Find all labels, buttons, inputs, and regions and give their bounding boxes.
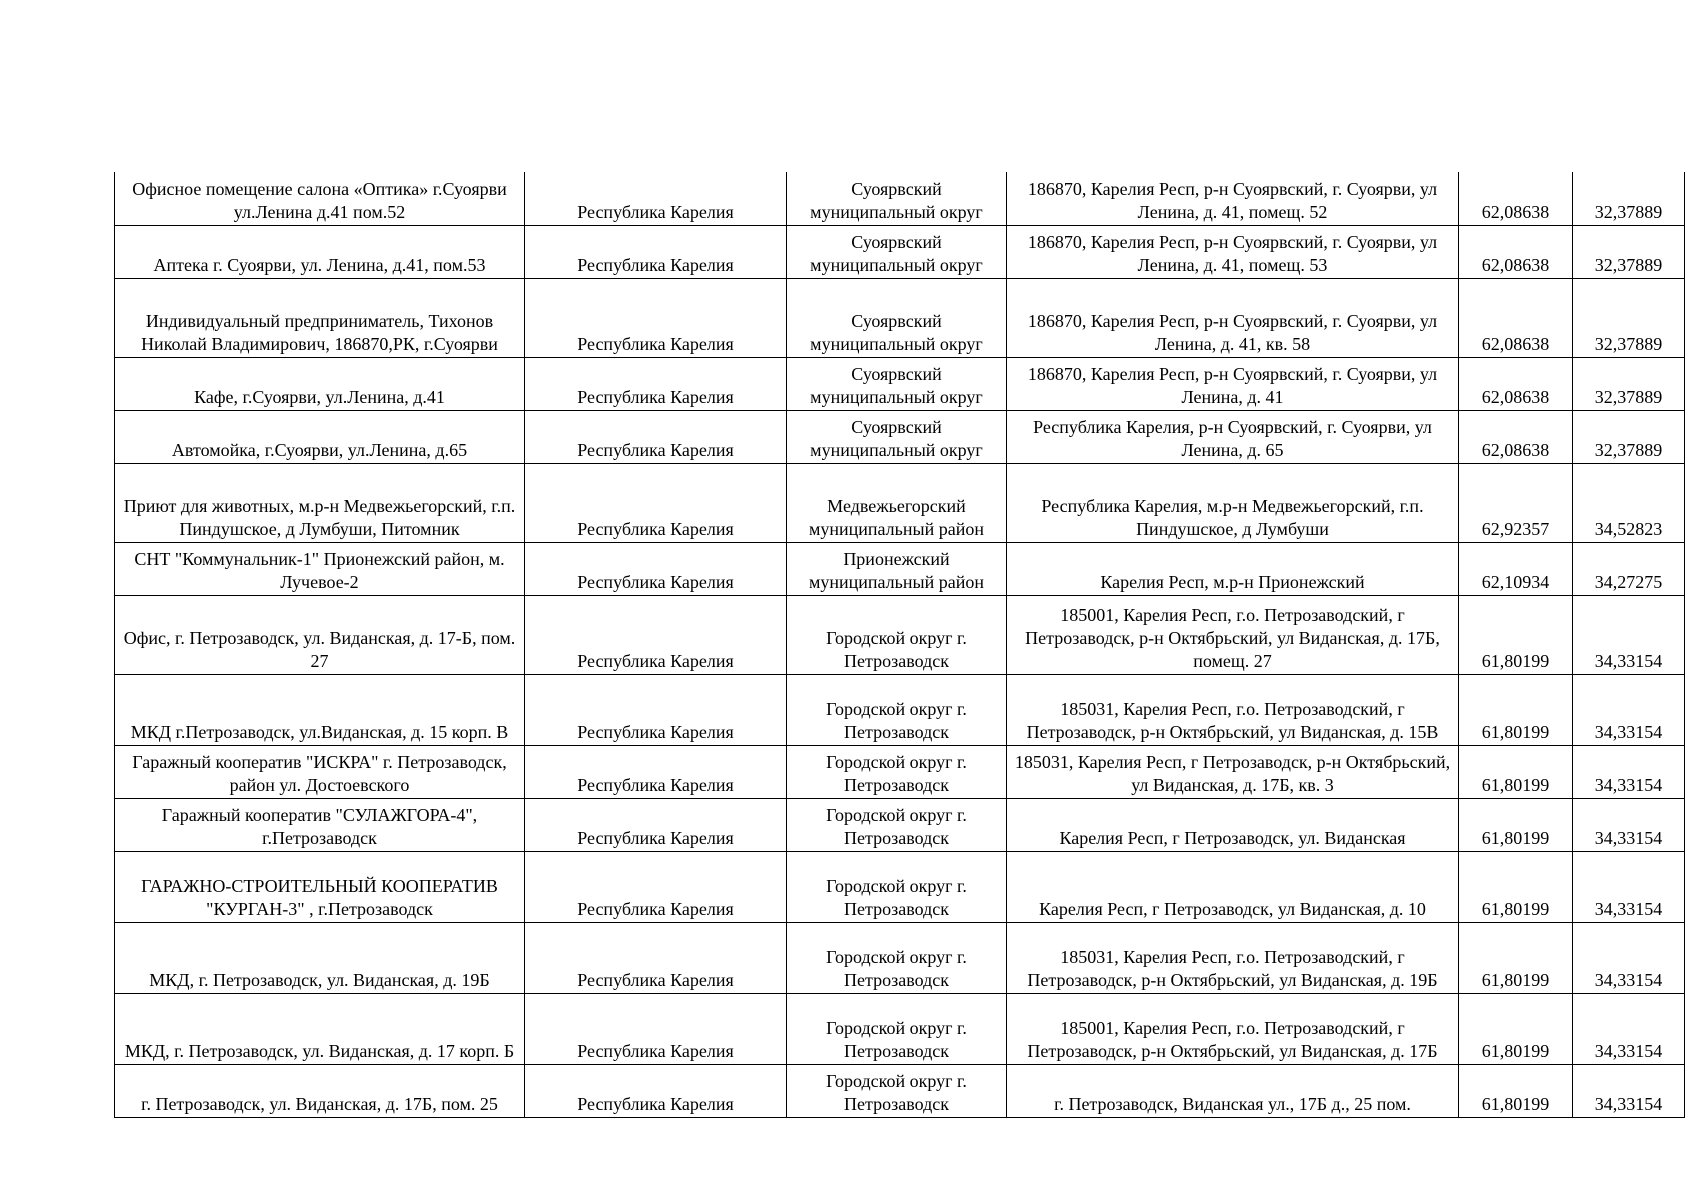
latitude-cell: 62,08638	[1459, 278, 1573, 357]
region-cell: Республика Карелия	[525, 922, 787, 993]
region-cell: Республика Карелия	[525, 851, 787, 922]
object-name-cell: Офисное помещение салона «Оптика» г.Суоярви ул.Ленина д.41 пом.52	[115, 172, 525, 225]
district-cell: Городской округ г. Петрозаводск	[787, 1064, 1007, 1117]
table-row	[115, 674, 1685, 745]
longitude-cell: 32,37889	[1573, 357, 1685, 410]
latitude-cell: 61,80199	[1459, 1064, 1573, 1117]
table-row	[115, 798, 1685, 851]
longitude-cell: 34,33154	[1573, 851, 1685, 922]
district-cell: Суоярвский муниципальный округ	[787, 225, 1007, 278]
longitude-cell: 34,33154	[1573, 1064, 1685, 1117]
district-cell: Городской округ г. Петрозаводск	[787, 922, 1007, 993]
longitude-cell: 34,52823	[1573, 463, 1685, 542]
region-cell: Республика Карелия	[525, 463, 787, 542]
table-row	[115, 1064, 1685, 1117]
object-name-cell: Приют для животных, м.р-н Медвежьегорский, г.п. Пиндушское, д Лумбуши, Питомник	[115, 463, 525, 542]
address-cell: 186870, Карелия Респ, р-н Суоярвский, г. Суоярви, ул Ленина, д. 41, кв. 58	[1007, 278, 1459, 357]
region-cell: Республика Карелия	[525, 225, 787, 278]
table-row	[115, 357, 1685, 410]
table-row	[115, 410, 1685, 463]
district-cell: Суоярвский муниципальный округ	[787, 410, 1007, 463]
latitude-cell: 61,80199	[1459, 922, 1573, 993]
longitude-cell: 32,37889	[1573, 410, 1685, 463]
table-row	[115, 278, 1685, 357]
latitude-cell: 62,08638	[1459, 225, 1573, 278]
object-name-cell: Автомойка, г.Суоярви, ул.Ленина, д.65	[115, 410, 525, 463]
district-cell: Прионежский муниципальный район	[787, 542, 1007, 595]
address-cell: Республика Карелия, р-н Суоярвский, г. Суоярви, ул Ленина, д. 65	[1007, 410, 1459, 463]
region-cell: Республика Карелия	[525, 172, 787, 225]
region-cell: Республика Карелия	[525, 993, 787, 1064]
address-cell: Карелия Респ, м.р-н Прионежский	[1007, 542, 1459, 595]
address-cell: 185001, Карелия Респ, г.о. Петрозаводский, г Петрозаводск, р-н Октябрьский, ул Виданская, д. 17Б, помещ. 27	[1007, 595, 1459, 674]
address-cell: 186870, Карелия Респ, р-н Суоярвский, г. Суоярви, ул Ленина, д. 41	[1007, 357, 1459, 410]
object-name-cell: МКД г.Петрозаводск, ул.Виданская, д. 15 корп. В	[115, 674, 525, 745]
address-cell: 185031, Карелия Респ, г Петрозаводск, р-н Октябрьский, ул Виданская, д. 17Б, кв. 3	[1007, 745, 1459, 798]
table-row	[115, 993, 1685, 1064]
region-cell: Республика Карелия	[525, 542, 787, 595]
object-name-cell: Офис, г. Петрозаводск, ул. Виданская, д. 17-Б, пом. 27	[115, 595, 525, 674]
table-row	[115, 463, 1685, 542]
latitude-cell: 62,08638	[1459, 410, 1573, 463]
longitude-cell: 32,37889	[1573, 278, 1685, 357]
object-name-cell: Индивидуальный предприниматель, Тихонов Николай Владимирович, 186870,РК, г.Суоярви	[115, 278, 525, 357]
longitude-cell: 34,33154	[1573, 993, 1685, 1064]
address-cell: 185031, Карелия Респ, г.о. Петрозаводский, г Петрозаводск, р-н Октябрьский, ул Виданская, д. 19Б	[1007, 922, 1459, 993]
latitude-cell: 61,80199	[1459, 851, 1573, 922]
longitude-cell: 34,33154	[1573, 798, 1685, 851]
table-row	[115, 851, 1685, 922]
table-row	[115, 745, 1685, 798]
address-cell: Карелия Респ, г Петрозаводск, ул. Виданская	[1007, 798, 1459, 851]
object-name-cell: СНТ "Коммунальник-1" Прионежский район, м. Лучевое-2	[115, 542, 525, 595]
district-cell: Городской округ г. Петрозаводск	[787, 745, 1007, 798]
region-cell: Республика Карелия	[525, 745, 787, 798]
latitude-cell: 62,92357	[1459, 463, 1573, 542]
object-name-cell: ГАРАЖНО-СТРОИТЕЛЬНЫЙ КООПЕРАТИВ "КУРГАН-3" , г.Петрозаводск	[115, 851, 525, 922]
address-cell: г. Петрозаводск, Виданская ул., 17Б д., 25 пом.	[1007, 1064, 1459, 1117]
object-name-cell: Гаражный кооператив "СУЛАЖГОРА-4", г.Петрозаводск	[115, 798, 525, 851]
address-cell: Карелия Респ, г Петрозаводск, ул Виданская, д. 10	[1007, 851, 1459, 922]
district-cell: Городской округ г. Петрозаводск	[787, 851, 1007, 922]
object-name-cell: г. Петрозаводск, ул. Виданская, д. 17Б, пом. 25	[115, 1064, 525, 1117]
address-cell: 185031, Карелия Респ, г.о. Петрозаводский, г Петрозаводск, р-н Октябрьский, ул Виданская, д. 15В	[1007, 674, 1459, 745]
longitude-cell: 34,33154	[1573, 745, 1685, 798]
latitude-cell: 61,80199	[1459, 595, 1573, 674]
table-row	[115, 922, 1685, 993]
region-cell: Республика Карелия	[525, 595, 787, 674]
latitude-cell: 62,08638	[1459, 172, 1573, 225]
longitude-cell: 34,33154	[1573, 922, 1685, 993]
longitude-cell: 34,33154	[1573, 674, 1685, 745]
region-cell: Республика Карелия	[525, 798, 787, 851]
latitude-cell: 61,80199	[1459, 993, 1573, 1064]
longitude-cell: 32,37889	[1573, 172, 1685, 225]
district-cell: Суоярвский муниципальный округ	[787, 357, 1007, 410]
region-cell: Республика Карелия	[525, 674, 787, 745]
latitude-cell: 61,80199	[1459, 745, 1573, 798]
region-cell: Республика Карелия	[525, 278, 787, 357]
region-cell: Республика Карелия	[525, 1064, 787, 1117]
table-row	[115, 595, 1685, 674]
longitude-cell: 32,37889	[1573, 225, 1685, 278]
table-row	[115, 172, 1685, 225]
object-name-cell: Гаражный кооператив "ИСКРА" г. Петрозаводск, район ул. Достоевского	[115, 745, 525, 798]
address-cell: 186870, Карелия Респ, р-н Суоярвский, г. Суоярви, ул Ленина, д. 41, помещ. 53	[1007, 225, 1459, 278]
address-cell: Республика Карелия, м.р-н Медвежьегорский, г.п. Пиндушское, д Лумбуши	[1007, 463, 1459, 542]
address-cell: 186870, Карелия Респ, р-н Суоярвский, г. Суоярви, ул Ленина, д. 41, помещ. 52	[1007, 172, 1459, 225]
district-cell: Городской округ г. Петрозаводск	[787, 674, 1007, 745]
longitude-cell: 34,33154	[1573, 595, 1685, 674]
latitude-cell: 61,80199	[1459, 674, 1573, 745]
district-cell: Городской округ г. Петрозаводск	[787, 993, 1007, 1064]
table-row	[115, 225, 1685, 278]
district-cell: Городской округ г. Петрозаводск	[787, 595, 1007, 674]
object-name-cell: Кафе, г.Суоярви, ул.Ленина, д.41	[115, 357, 525, 410]
object-name-cell: Аптека г. Суоярви, ул. Ленина, д.41, пом.53	[115, 225, 525, 278]
object-name-cell: МКД, г. Петрозаводск, ул. Виданская, д. 17 корп. Б	[115, 993, 525, 1064]
objects-table	[114, 172, 1685, 1118]
latitude-cell: 62,10934	[1459, 542, 1573, 595]
district-cell: Медвежьегорский муниципальный район	[787, 463, 1007, 542]
district-cell: Городской округ г. Петрозаводск	[787, 798, 1007, 851]
region-cell: Республика Карелия	[525, 357, 787, 410]
region-cell: Республика Карелия	[525, 410, 787, 463]
latitude-cell: 62,08638	[1459, 357, 1573, 410]
table-body	[115, 172, 1685, 1117]
longitude-cell: 34,27275	[1573, 542, 1685, 595]
district-cell: Суоярвский муниципальный округ	[787, 278, 1007, 357]
object-name-cell: МКД, г. Петрозаводск, ул. Виданская, д. 19Б	[115, 922, 525, 993]
district-cell: Суоярвский муниципальный округ	[787, 172, 1007, 225]
address-cell: 185001, Карелия Респ, г.о. Петрозаводский, г Петрозаводск, р-н Октябрьский, ул Виданская, д. 17Б	[1007, 993, 1459, 1064]
table-row	[115, 542, 1685, 595]
latitude-cell: 61,80199	[1459, 798, 1573, 851]
